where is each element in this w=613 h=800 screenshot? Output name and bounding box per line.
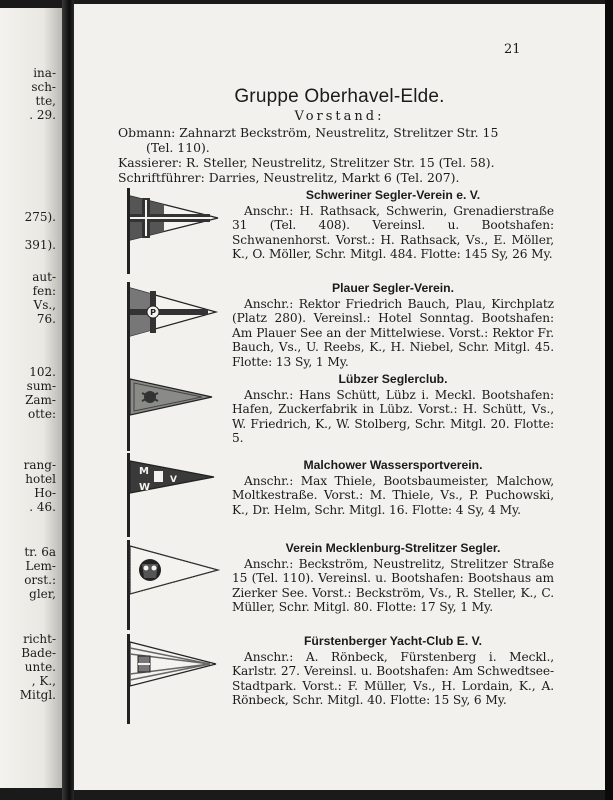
officer-secretary: Schriftführer: Darries, Neustrelitz, Markt 6 (Tel. 207). — [118, 170, 460, 185]
club-name: Fürstenberger Yacht-Club E. V. — [303, 634, 483, 648]
left-page-text-fragment: Mitgl. — [19, 688, 56, 702]
club-details: Anschr.: Max Thiele, Bootsbaumeister, Malchow, Moltkestraße. Vorst.: M. Thiele, Vs., P. Puchowski, K., Dr. Helm, Schr. Mitgl. 16. Flotte: 4 Sy, 4 My. — [232, 474, 554, 517]
left-page-text-fragment: , K., — [31, 674, 56, 688]
club-entry — [232, 280, 554, 369]
left-page-text-fragment: ina- — [33, 66, 56, 80]
club-details: Anschr.: Hans Schütt, Lübz i. Meckl. Bootshafen: Hafen, Zuckerfabrik in Lübz. Vorst.: H. Schütt, Vs., W. Friedrich, K., W. Stolberg, Schr. Mitgl. 20. Flotte: 5. — [232, 388, 554, 446]
left-page-edge — [0, 8, 62, 788]
plauer-flag-letter: P — [150, 308, 156, 317]
officer-chairman-phone: (Tel. 110). — [146, 140, 210, 155]
club-details: Anschr.: Rektor Friedrich Bauch, Plau, Kirchplatz (Platz 280). Vereinsl.: Hotel Sonntag. Bootshafen: Am Plauer See an der Mittelwiese. Vorst.: Rektor Fr. Bauch, Vs., U. Reebs, K., H. Niebel, Schr. Mitgl. 45. Flotte: 13 Sy, 1 My. — [232, 297, 554, 369]
left-page-text-fragment: sum- — [26, 379, 56, 393]
left-page-text-fragment: 275). — [24, 210, 56, 224]
page-number: 21 — [504, 42, 521, 57]
club-entry — [232, 187, 554, 262]
left-page-text-fragment: Lem- — [25, 559, 56, 573]
officer-chairman: Obmann: Zahnarzt Beckström, Neustrelitz, Strelitzer Str. 15 — [118, 125, 499, 140]
left-page-text-fragment: aut- — [32, 270, 56, 284]
fuerstenberger-flag-icon — [124, 634, 224, 724]
club-name: Plauer Segler-Verein. — [332, 281, 454, 295]
club-entry — [232, 633, 554, 708]
left-page-text-fragment: 102. — [29, 365, 56, 379]
left-page-text-fragment: sch- — [31, 80, 56, 94]
left-page-text-fragment: orst.: — [24, 573, 56, 587]
officer-treasurer: Kassierer: R. Steller, Neustrelitz, Strelitzer Str. 15 (Tel. 58). — [118, 155, 495, 170]
right-page — [74, 4, 605, 790]
club-name: Malchower Wassersportverein. — [303, 458, 483, 472]
club-details: Anschr.: Beckström, Neustrelitz, Strelitzer Straße 15 (Tel. 110). Vereinsl. u. Bootshafen: Bootshaus am Zierker See. Vorst.: Beckström, Vs., R. Steller, K., C. Müller, Schr. Mitgl. 80. Flotte: 17 Sy, 1 My. — [232, 557, 554, 615]
plauer-flag-icon — [124, 282, 224, 372]
officers-list — [118, 125, 568, 185]
page-edge-shadow — [605, 0, 613, 800]
malchower-flag-letter: W — [139, 482, 151, 493]
book-gutter — [62, 0, 74, 800]
left-page-text-fragment: richt- — [23, 632, 56, 646]
luebzer-flag-icon — [124, 371, 224, 451]
club-details: Anschr.: A. Rönbeck, Fürstenberg i. Meckl., Karlstr. 27. Vereinsl. u. Bootshafen: Am Schwedtsee-Stadtpark. Vorst.: F. Müller, Vs., H. Lordain, K., A. Rönbeck, Schr. Mitgl. 40. Flotte: 15 Sy, 6 My. — [232, 650, 554, 708]
page-title: Gruppe Oberhavel-Elde. — [234, 86, 445, 107]
club-entry — [232, 371, 554, 446]
left-page-text-fragment: Zam- — [25, 393, 56, 407]
malchower-flag-icon — [124, 453, 224, 537]
left-page-text-fragment: . 46. — [29, 500, 56, 514]
left-page-text-fragment: Ho- — [34, 486, 56, 500]
club-entry — [232, 457, 554, 517]
left-page-text-fragment: hotel — [25, 472, 56, 486]
mecklenburg-strelitz-flag-icon — [124, 540, 224, 630]
left-page-text-fragment: rang- — [23, 458, 56, 472]
club-name: Verein Mecklenburg-Strelitzer Segler. — [285, 541, 501, 555]
club-name: Schweriner Segler-Verein e. V. — [305, 188, 481, 202]
left-page-text-fragment: tr. 6a — [24, 545, 56, 559]
club-name: Lübzer Seglerclub. — [338, 372, 448, 386]
left-page-text-fragment: 391). — [24, 238, 56, 252]
left-page-text-fragment: fen: — [32, 284, 56, 298]
left-page-text-fragment: tte, — [35, 94, 56, 108]
malchower-flag-letter: M — [139, 466, 149, 477]
left-page-text-fragment: . 29. — [29, 108, 56, 122]
club-details: Anschr.: H. Rathsack, Schwerin, Grenadierstraße 31 (Tel. 408). Vereinsl. u. Bootshafen: Schwanenhorst. Vorst.: H. Rathsack, Vs., E. Möller, K., O. Möller, Schr. Mitgl. 484. Flotte: 145 Sy, 26 My. — [232, 204, 554, 262]
left-page-text-fragment: Bade- — [21, 646, 56, 660]
schweriner-flag-icon — [124, 188, 224, 274]
left-page-text-fragment: otte: — [27, 407, 56, 421]
left-page-text-fragment: Vs., — [33, 298, 56, 312]
club-entry — [232, 540, 554, 615]
malchower-flag-letter: V — [170, 475, 177, 485]
section-subtitle: Vorstand: — [294, 109, 385, 124]
left-page-text-fragment: unte. — [24, 660, 56, 674]
left-page-text-fragment: 76. — [36, 312, 56, 326]
left-page-text-fragment: gler, — [29, 587, 56, 601]
